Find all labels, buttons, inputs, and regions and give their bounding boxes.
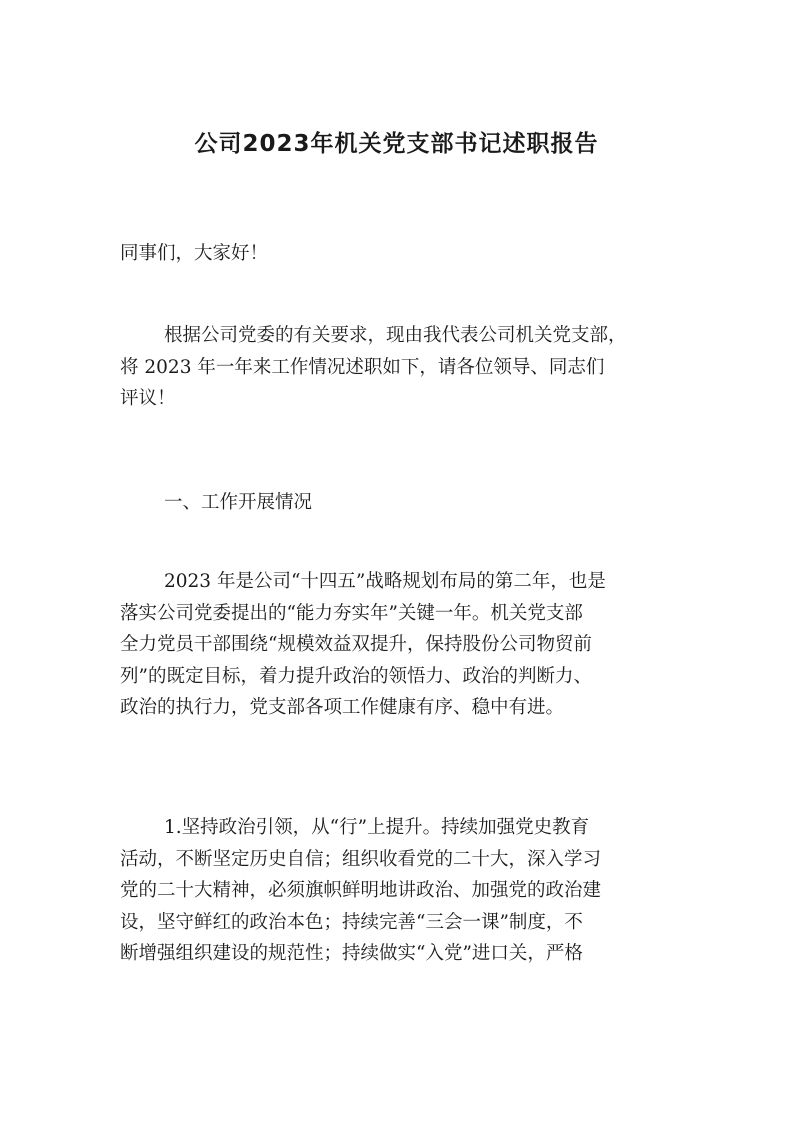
- paragraph-line: 政治的执行力，党支部各项工作健康有序、稳中有进。: [120, 697, 565, 718]
- section-paragraph: [120, 566, 680, 724]
- paragraph-line: 断增强组织建设的规范性；持续做实“入党”进口关，严格: [120, 943, 583, 964]
- paragraph-line: 1.坚持政治引领，从“行”上提升。持续加强党史教育: [164, 817, 590, 838]
- paragraph-line: 活动，不断坚定历史自信；组织收看党的二十大，深入学习: [120, 848, 602, 870]
- paragraph-line: 全力党员干部围绕“规模效益双提升，保持股份公司物贸前: [120, 634, 592, 655]
- intro-paragraph: [120, 320, 680, 415]
- document-title: 公司2023年机关党支部书记述职报告: [194, 131, 599, 157]
- intro-line: 将 2023 年一年来工作情况述职如下，请各位领导、同志们: [120, 356, 605, 378]
- greeting-line: 同事们，大家好！: [120, 243, 269, 264]
- paragraph-line: 党的二十大精神，必须旗帜鲜明地讲政治、加强党的政治建: [120, 880, 602, 901]
- paragraph-line: 落实公司党委提出的“能力夯实年”关键一年。机关党支部: [120, 602, 583, 624]
- section-heading-text: 一、工作开展情况: [164, 492, 313, 513]
- paragraph-line: 2023 年是公司“十四五”战略规划布局的第二年，也是: [164, 571, 606, 592]
- intro-line: 评议！: [120, 388, 176, 409]
- paragraph-line: 设，坚守鲜红的政治本色；持续完善“三会一课”制度，不: [120, 911, 583, 933]
- item-paragraph: [120, 812, 680, 970]
- paragraph-line: 列”的既定目标，着力提升政治的领悟力、政治的判断力、: [120, 665, 592, 687]
- intro-line: 根据公司党委的有关要求，现由我代表公司机关党支部，: [164, 325, 627, 346]
- greeting-paragraph: [120, 238, 680, 270]
- section-heading: [120, 487, 680, 519]
